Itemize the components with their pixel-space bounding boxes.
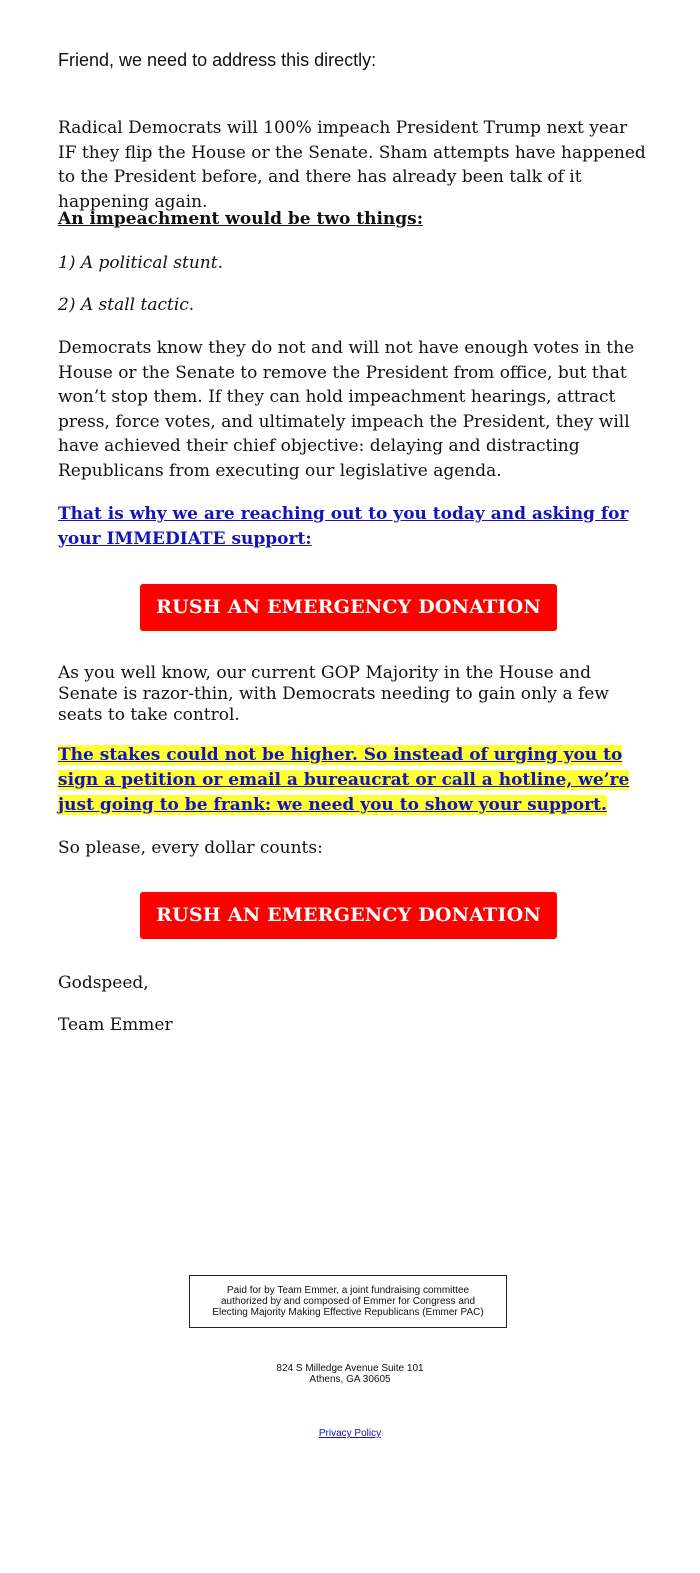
stakes-link[interactable]: [58, 743, 648, 818]
signoff: Godspeed,: [58, 973, 149, 993]
emergency-donation-button-2[interactable]: RUSH AN EMERGENCY DONATION: [140, 892, 557, 939]
paragraph-impeachment-threat: Radical Democrats will 100% impeach President Trump next year IF they flip the House or the Senate. Sham attempts have happened to the President before, and there has already been talk of it happening again.: [58, 118, 646, 212]
paragraph-gop-majority: As you well know, our current GOP Majority in the House and Senate is razor-thin, with Democrats needing to gain only a few seats to take control.: [58, 663, 609, 725]
signature: Team Emmer: [58, 1015, 173, 1035]
address-street: 824 S Milledge Avenue Suite 101: [276, 1363, 424, 1374]
paid-for-disclaimer: [189, 1275, 507, 1328]
section-heading: An impeachment would be two things:: [58, 209, 424, 229]
address-city: Athens, GA 30605: [309, 1374, 391, 1385]
greeting: Friend, we need to address this directly:: [58, 50, 377, 70]
privacy-footer: [0, 1428, 700, 1440]
list-item: 2) A stall tactic.: [58, 295, 195, 315]
paragraph-every-dollar: So please, every dollar counts:: [58, 838, 323, 858]
disclaimer-line: Electing Majority Making Effective Republicans (Emmer PAC): [212, 1307, 484, 1318]
mailing-address: [0, 1363, 700, 1385]
privacy-policy-link[interactable]: Privacy Policy: [318, 1428, 382, 1439]
list-item: 1) A political stunt.: [58, 253, 223, 273]
paragraph-democrats-votes: Democrats know they do not and will not have enough votes in the House or the Senate to remove the President from office, but that won’t stop them. If they can hold impeachment hearings, attract press, force votes, and ultimately impeach the President, they will have achieved their chief objective: delaying and distracting Republicans from executing our legislative agenda.: [58, 338, 635, 481]
highlighted-text[interactable]: The stakes could not be higher. So instead of urging you to sign a petition or email a bureaucrat or call a hotline, we’re just going to be frank: we need you to show your support.: [58, 745, 630, 815]
emergency-donation-button[interactable]: RUSH AN EMERGENCY DONATION: [140, 584, 557, 631]
disclaimer-line: Paid for by Team Emmer, a joint fundraising committee: [226, 1285, 470, 1296]
support-link[interactable]: That is why we are reaching out to you today and asking for your IMMEDIATE support:: [58, 504, 629, 549]
disclaimer-line: authorized by and composed of Emmer for Congress and: [220, 1296, 476, 1307]
